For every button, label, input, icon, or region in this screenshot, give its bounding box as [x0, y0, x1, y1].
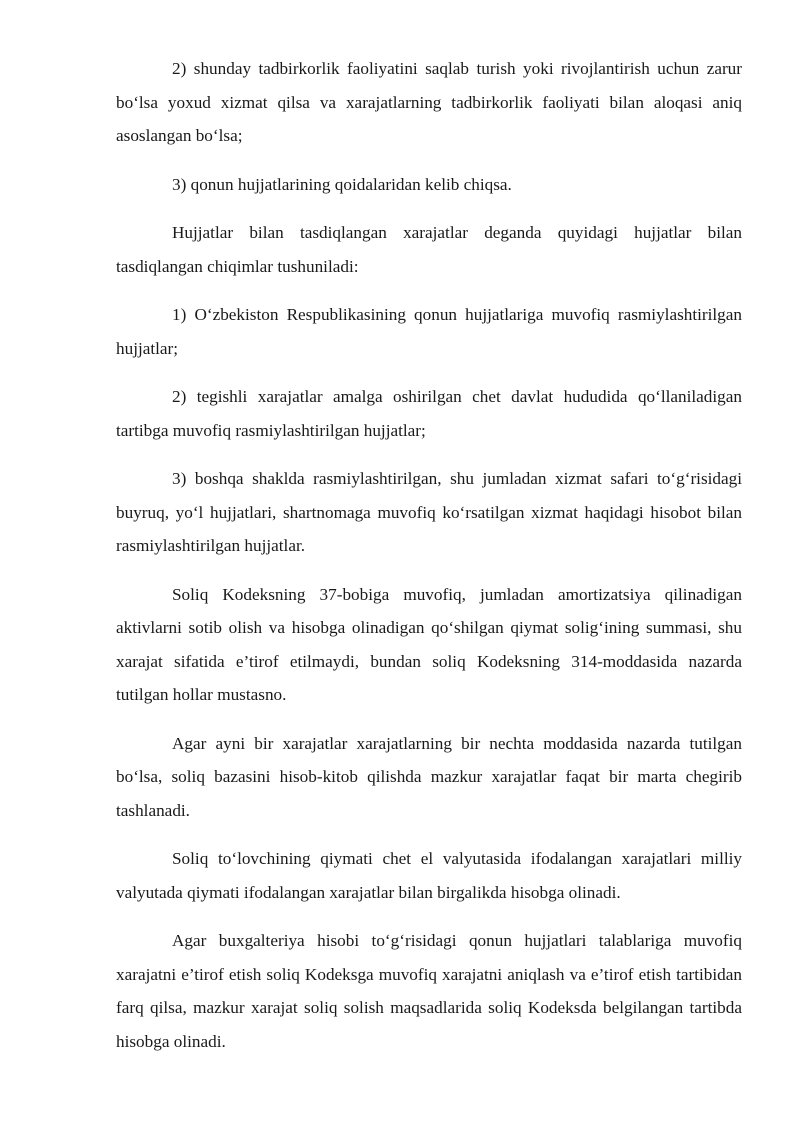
paragraph-list-item-2: 2) tegishli xarajatlar amalga oshirilgan chet davlat hududida qo‘llaniladigan tartibga muvofiq rasmiylashtirilgan hujjatlar;: [116, 387, 742, 440]
paragraph-foreign-currency: Soliq to‘lovchining qiymati chet el valyutasida ifodalangan xarajatlari milliy valyutada qiymati ifodalangan xarajatlar bilan birgalikda hisobga olinadi.: [116, 849, 742, 902]
paragraph-chapter-37: Soliq Kodeksning 37-bobiga muvofiq, jumladan amortizatsiya qilinadigan aktivlarni sotib olish va hisobga olinadigan qo‘shilgan qiymat solig‘ining summasi, shu xarajat sifatida e’tirof etilmaydi, bundan soliq Kodeksning 314-moddasida nazarda tutilgan hollar mustasno.: [116, 584, 742, 704]
paragraph-item-3: 3) qonun hujjatlarining qoidalaridan kelib chiqsa.: [172, 174, 512, 194]
paragraph-accounting-difference: Agar buxgalteriya hisobi to‘g‘risidagi qonun hujjatlari talablariga muvofiq xarajatni e’tirof etish soliq Kodeksga muvofiq xarajatni aniqlash va e’tirof etish tartibidan farq qilsa, mazkur xarajat soliq solish maqsadlarida soliq Kodeksda belgilangan tartibda hisobga olinadi.: [116, 931, 742, 1051]
paragraph-list-item-3: 3) boshqa shaklda rasmiylashtirilgan, shu jumladan xizmat safari to‘g‘risidagi buyruq, yo‘l hujjatlari, shartnomaga muvofiq ko‘rsatilgan xizmat haqidagi hisobot bilan rasmiylashtirilgan hujjatlar.: [116, 469, 742, 555]
paragraph-list-item-1: 1) O‘zbekiston Respublikasining qonun hujjatlariga muvofiq rasmiylashtirilgan hujjatlar;: [116, 305, 742, 358]
document-page: [116, 52, 742, 1058]
paragraph-documented-expenses-definition: Hujjatlar bilan tasdiqlangan xarajatlar deganda quyidagi hujjatlar bilan tasdiqlangan chiqimlar tushuniladi:: [116, 223, 742, 276]
paragraph-duplicate-expenses: Agar ayni bir xarajatlar xarajatlarning bir nechta moddasida nazarda tutilgan bo‘lsa, soliq bazasini hisob-kitob qilishda mazkur xarajatlar faqat bir marta chegirib tashlanadi.: [116, 733, 742, 820]
paragraph-item-2-continuation: 2) shunday tadbirkorlik faoliyatini saqlab turish yoki rivojlantirish uchun zarur bo‘lsa yoxud xizmat qilsa va xarajatlarning tadbirkorlik faoliyati bilan aloqasi aniq asoslangan bo‘lsa;: [116, 59, 742, 145]
